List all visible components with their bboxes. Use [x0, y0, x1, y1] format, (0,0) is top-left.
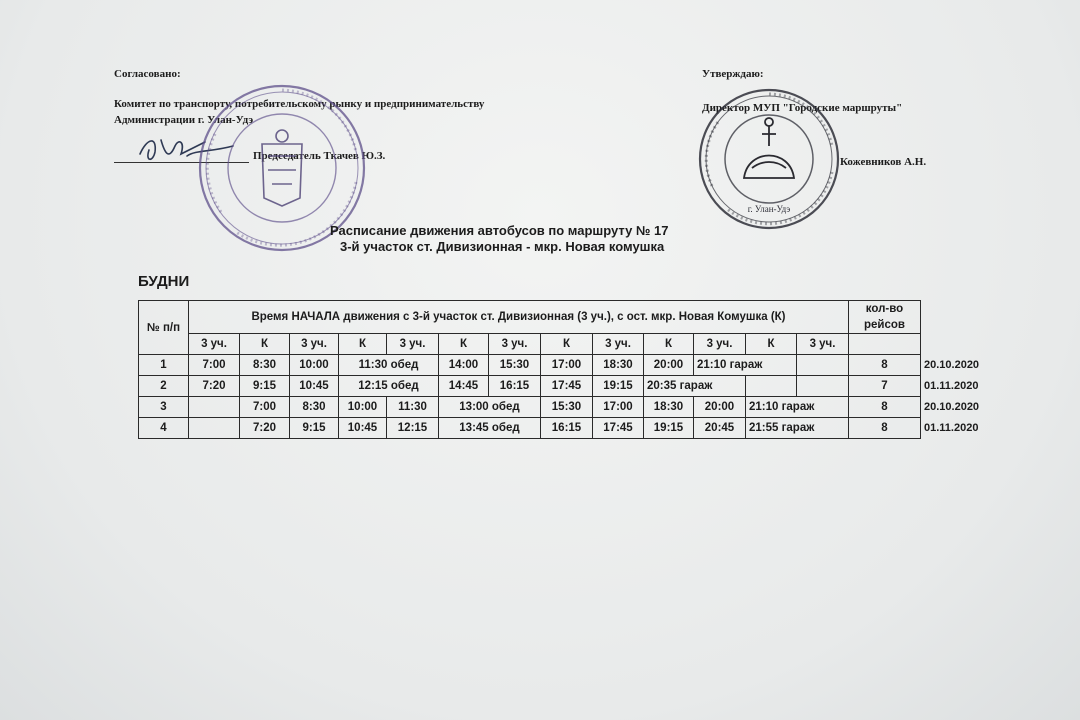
trip-count: 7: [849, 376, 921, 397]
committee-name-line1: Комитет по транспорту, потребительскому рынку и предпринимательству: [114, 98, 485, 110]
time-cell: 11:30 обед: [339, 355, 439, 376]
time-cell: 20:45: [694, 418, 746, 439]
sub-header: 3 уч.: [797, 334, 849, 355]
time-cell: 18:30: [593, 355, 644, 376]
time-cell: 13:45 обед: [439, 418, 541, 439]
sub-header: 3 уч.: [489, 334, 541, 355]
time-cell: 19:15: [593, 376, 644, 397]
time-cell: 10:45: [339, 418, 387, 439]
col-count-header: кол-во рейсов: [849, 301, 921, 334]
schedule-table: [138, 300, 980, 439]
stamp-city-text: г. Улан-Удэ: [747, 204, 791, 214]
row-date: 01.11.2020: [924, 380, 979, 392]
time-cell: 20:00: [644, 355, 694, 376]
time-cell: 9:15: [290, 418, 339, 439]
time-cell: 7:00: [240, 397, 290, 418]
date-blank: [921, 334, 980, 355]
time-cell: 13:00 обед: [439, 397, 541, 418]
date-header-blank: [921, 301, 980, 334]
time-cell: 18:30: [644, 397, 694, 418]
chairman-name: Председатель Ткачев Ю.З.: [253, 150, 386, 162]
approve-label: Утверждаю:: [702, 68, 764, 80]
table-row: [139, 397, 980, 418]
time-cell: 8:30: [290, 397, 339, 418]
time-cell: 17:45: [593, 418, 644, 439]
schedule-title: Расписание движения автобусов по маршруту № 17: [330, 223, 669, 238]
row-date: 20.10.2020: [924, 359, 980, 371]
time-cell: 21:10 гараж: [694, 355, 797, 376]
time-cell: 10:45: [290, 376, 339, 397]
empty-cell: [189, 397, 240, 418]
time-cell: 20:35 гараж: [644, 376, 746, 397]
time-cell: 14:45: [439, 376, 489, 397]
time-cell: 19:15: [644, 418, 694, 439]
time-cell: 10:00: [339, 397, 387, 418]
schedule-subtitle: 3-й участок ст. Дивизионная - мкр. Новая комушка: [340, 239, 665, 254]
time-cell: 7:20: [240, 418, 290, 439]
row-number: 1: [139, 355, 189, 376]
table-row: [139, 418, 980, 439]
time-cell: 16:15: [541, 418, 593, 439]
sub-header: 3 уч.: [694, 334, 746, 355]
row-number: 3: [139, 397, 189, 418]
sub-header: К: [339, 334, 387, 355]
time-cell: 15:30: [489, 355, 541, 376]
sub-header: К: [746, 334, 797, 355]
trip-count: 8: [849, 418, 921, 439]
sub-header: 3 уч.: [593, 334, 644, 355]
section-heading: БУДНИ: [138, 273, 190, 290]
director-title: Директор МУП "Городские маршруты": [702, 102, 903, 114]
time-cell: 14:00: [439, 355, 489, 376]
sub-header-blank: [849, 334, 921, 355]
empty-cell: [797, 355, 849, 376]
empty-cell: [746, 376, 797, 397]
sub-header: К: [240, 334, 290, 355]
agreed-label: Согласовано:: [114, 68, 181, 80]
time-cell: 8:30: [240, 355, 290, 376]
time-cell: 10:00: [290, 355, 339, 376]
seal-right-icon: [696, 86, 842, 232]
row-number: 2: [139, 376, 189, 397]
row-date: 01.11.2020: [924, 422, 979, 434]
committee-name-line2: Администрации г. Улан-Удэ: [114, 114, 254, 126]
time-cell: 17:00: [541, 355, 593, 376]
sub-header: 3 уч.: [387, 334, 439, 355]
sub-header: К: [541, 334, 593, 355]
col-time-header: Время НАЧАЛА движения с 3-й участок ст. Дивизионная (3 уч.), с ост. мкр. Новая Комушка (К): [189, 301, 849, 334]
time-cell: 16:15: [489, 376, 541, 397]
time-cell: 7:20: [189, 376, 240, 397]
time-cell: 11:30: [387, 397, 439, 418]
sub-header: 3 уч.: [290, 334, 339, 355]
col-number-header: № п/п: [139, 301, 189, 355]
time-cell: 9:15: [240, 376, 290, 397]
time-cell: 20:00: [694, 397, 746, 418]
director-name: Кожевников А.Н.: [840, 156, 927, 168]
empty-cell: [189, 418, 240, 439]
sub-header: 3 уч.: [189, 334, 240, 355]
table-header-row: [139, 301, 980, 334]
time-cell: 7:00: [189, 355, 240, 376]
trip-count: 8: [849, 397, 921, 418]
sub-header: К: [439, 334, 489, 355]
row-number: 4: [139, 418, 189, 439]
time-cell: 17:45: [541, 376, 593, 397]
empty-cell: [797, 376, 849, 397]
time-cell: 21:55 гараж: [746, 418, 849, 439]
table-subheader-row: [139, 334, 980, 355]
time-cell: 15:30: [541, 397, 593, 418]
time-cell: 21:10 гараж: [746, 397, 849, 418]
time-cell: 12:15 обед: [339, 376, 439, 397]
row-date: 20.10.2020: [924, 401, 980, 413]
table-row: [139, 376, 980, 397]
time-cell: 17:00: [593, 397, 644, 418]
table-row: [139, 355, 980, 376]
time-cell: 12:15: [387, 418, 439, 439]
sub-header: К: [644, 334, 694, 355]
trip-count: 8: [849, 355, 921, 376]
